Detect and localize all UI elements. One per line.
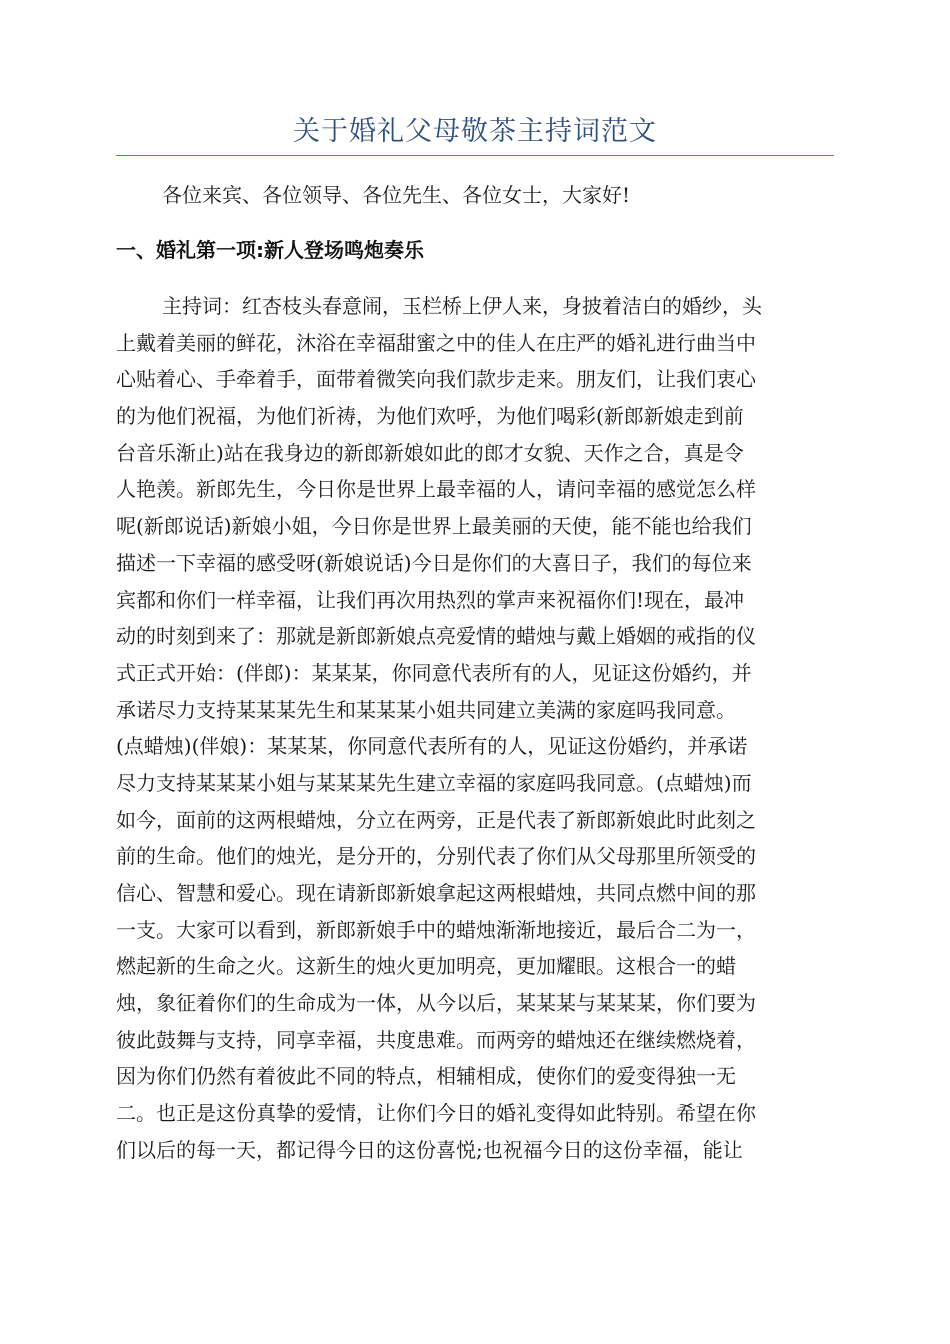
body-line: 承诺尽力支持某某某先生和某某某小姐共同建立美满的家庭吗我同意。 bbox=[116, 697, 736, 722]
body-line: (点蜡烛)(伴娘)：某某某，你同意代表所有的人，见证这份婚约，并承诺 bbox=[116, 734, 748, 759]
body-line: 式正式开始：(伴郎)：某某某，你同意代表所有的人，见证这份婚约，并 bbox=[116, 660, 752, 685]
body-line: 上戴着美丽的鲜花，沐浴在幸福甜蜜之中的佳人在庄严的婚礼进行曲当中 bbox=[116, 330, 756, 355]
body-line: 燃起新的生命之火。这新生的烛火更加明亮，更加耀眼。这根合一的蜡 bbox=[116, 954, 736, 979]
title-underline bbox=[116, 155, 834, 156]
body-paragraph bbox=[116, 288, 834, 1169]
body-line: 们以后的每一天，都记得今日的这份喜悦;也祝福今日的这份幸福，能让 bbox=[116, 1137, 743, 1162]
body-line: 心贴着心、手牵着手，面带着微笑向我们款步走来。朋友们，让我们衷心 bbox=[116, 367, 756, 392]
greeting-paragraph: 各位来宾、各位领导、各位先生、各位女士，大家好! bbox=[162, 183, 631, 207]
body-line: 烛，象征着你们的生命成为一体，从今以后，某某某与某某某，你们要为 bbox=[116, 991, 756, 1016]
body-line: 尽力支持某某某小姐与某某某先生建立幸福的家庭吗我同意。(点蜡烛)而 bbox=[116, 770, 752, 795]
body-line: 一支。大家可以看到，新郎新娘手中的蜡烛渐渐地接近，最后合二为一， bbox=[116, 917, 756, 942]
body-line: 二。也正是这份真挚的爱情，让你们今日的婚礼变得如此特别。希望在你 bbox=[116, 1101, 756, 1126]
section-heading: 一、婚礼第一项:新人登场鸣炮奏乐 bbox=[116, 238, 424, 262]
document-title: 关于婚礼父母敬茶主持词范文 bbox=[293, 116, 657, 147]
body-line: 的为他们祝福，为他们祈祷，为他们欢呼，为他们喝彩(新郎新娘走到前 bbox=[116, 404, 744, 429]
body-line: 描述一下幸福的感受呀(新娘说话)今日是你们的大喜日子，我们的每位来 bbox=[116, 550, 752, 575]
body-line: 台音乐渐止)站在我身边的新郎新娘如此的郎才女貌、天作之合，真是令 bbox=[116, 440, 744, 465]
body-line: 信心、智慧和爱心。现在请新郎新娘拿起这两根蜡烛，共同点燃中间的那 bbox=[116, 881, 756, 905]
body-line: 动的时刻到来了：那就是新郎新娘点亮爱情的蜡烛与戴上婚姻的戒指的仪 bbox=[116, 624, 756, 649]
body-line: 如今，面前的这两根蜡烛，分立在两旁，正是代表了新郎新娘此时此刻之 bbox=[116, 807, 756, 832]
body-line: 人艳羡。新郎先生，今日你是世界上最幸福的人，请问幸福的感觉怎么样 bbox=[116, 477, 756, 502]
body-line: 彼此鼓舞与支持，同享幸福，共度患难。而两旁的蜡烛还在继续燃烧着， bbox=[116, 1027, 756, 1052]
body-line: 呢(新郎说话)新娘小姐，今日你是世界上最美丽的天使，能不能也给我们 bbox=[116, 514, 752, 539]
body-line: 主持词：红杏枝头春意闹，玉栏桥上伊人来，身披着洁白的婚纱，头 bbox=[162, 294, 762, 318]
body-line: 前的生命。他们的烛光，是分开的，分别代表了你们从父母那里所领受的 bbox=[116, 844, 756, 869]
body-line: 宾都和你们一样幸福，让我们再次用热烈的掌声来祝福你们!现在，最冲 bbox=[116, 587, 745, 612]
body-line: 因为你们仍然有着彼此不同的特点，相辅相成，使你们的爱变得独一无 bbox=[116, 1064, 736, 1089]
